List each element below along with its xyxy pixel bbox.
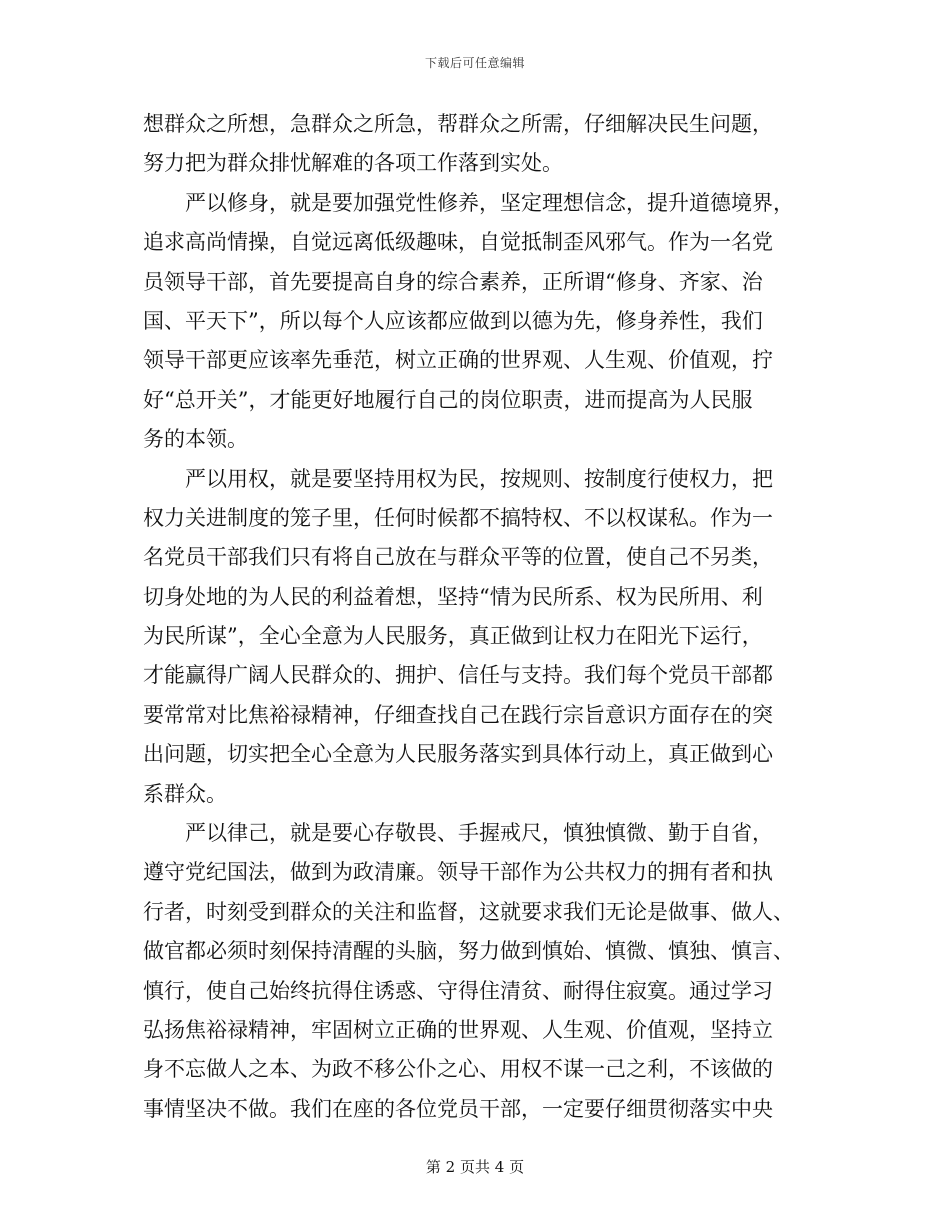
text-line: 严以律己，就是要心存敬畏、手握戒尺，慎独慎微、勤于自省， (185, 821, 773, 846)
text-line: 名党员干部我们只有将自己放在与群众平等的位置，使自己不另类， (143, 545, 773, 570)
text-line: 想群众之所想，急群众之所急，帮群众之所需，仔细解决民生问题， (143, 112, 773, 136)
text-line: 才能赢得广阔人民群众的、拥护、信任与支持。我们每个党员干部都 (143, 663, 773, 688)
text-line: 严以修身，就是要加强党性修养，坚定理想信念，提升道德境界， (185, 190, 794, 215)
text-line: 做官都必须时刻保持清醒的头脑，努力做到慎始、慎微、慎独、慎言、 (143, 939, 794, 964)
text-line: 员领导干部，首先要提高自身的综合素养，正所谓“修身、齐家、治 (143, 269, 763, 294)
document-body (143, 105, 813, 1129)
text-line: 弘扬焦裕禄精神，牢固树立正确的世界观、人生观、价值观，坚持立 (143, 1017, 773, 1042)
text-line: 国、平天下”，所以每个人应该都应做到以德为先，修身养性，我们 (143, 308, 763, 333)
text-line: 领导干部更应该率先垂范，树立正确的世界观、人生观、价值观，拧 (143, 348, 773, 373)
text-line: 遵守党纪国法，做到为政清廉。领导干部作为公共权力的拥有者和执 (143, 860, 773, 885)
text-line: 要常常对比焦裕禄精神，仔细查找自己在践行宗旨意识方面存在的突 (143, 702, 773, 727)
text-line: 严以用权，就是要坚持用权为民，按规则、按制度行使权力，把 (185, 466, 773, 491)
text-line: 出问题，切实把全心全意为人民服务落实到具体行动上，真正做到心 (143, 742, 773, 767)
text-line: 为民所谋”，全心全意为人民服务，真正做到让权力在阳光下运行， (143, 624, 763, 649)
text-line: 慎行，使自己始终抗得住诱惑、守得住清贫、耐得住寂寞。通过学习 (143, 978, 773, 1003)
text-line: 努力把为群众排忧解难的各项工作落到实处。 (143, 151, 563, 176)
page-footer: 第 2 页共 4 页 (425, 1158, 525, 1176)
text-line: 系群众。 (143, 781, 227, 806)
text-line: 事情坚决不做。我们在座的各位党员干部，一定要仔细贯彻落实中央 (143, 1096, 773, 1121)
text-line: 务的本领。 (143, 427, 248, 452)
text-line: 追求高尚情操，自觉远离低级趣味，自觉抵制歪风邪气。作为一名党 (143, 230, 773, 255)
text-line: 好“总开关”，才能更好地履行自己的岗位职责，进而提高为人民服 (143, 387, 753, 412)
text-line: 身不忘做人之本、为政不移公仆之心、用权不谋一己之利，不该做的 (143, 1057, 773, 1082)
text-line: 行者，时刻受到群众的关注和监督，这就要求我们无论是做事、做人、 (143, 899, 794, 924)
text-line: 切身处地的为人民的利益着想，坚持“情为民所系、权为民所用、利 (143, 584, 763, 609)
page-header: 下载后可任意编辑 (424, 56, 525, 70)
text-line: 权力关进制度的笼子里，任何时候都不搞特权、不以权谋私。作为一 (143, 505, 773, 530)
